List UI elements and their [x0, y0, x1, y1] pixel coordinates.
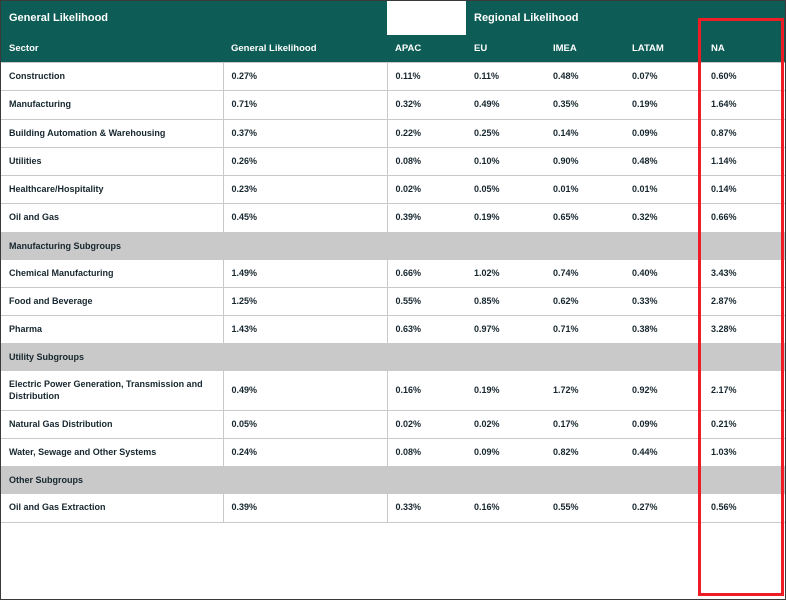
cell-imea: 1.72%: [545, 371, 624, 411]
cell-sector: Chemical Manufacturing: [1, 259, 223, 287]
cell-na: 0.87%: [703, 119, 785, 147]
cell-general-likelihood: 1.25%: [223, 287, 387, 315]
cell-latam: 0.19%: [624, 91, 703, 119]
cell-latam: 0.09%: [624, 119, 703, 147]
cell-na: 0.56%: [703, 494, 785, 522]
cell-latam: 0.44%: [624, 439, 703, 467]
cell-general-likelihood: 0.39%: [223, 494, 387, 522]
cell-imea: 0.90%: [545, 147, 624, 175]
table-subheader-label: Utility Subgroups: [1, 344, 785, 371]
group-header-regional: Regional Likelihood: [466, 1, 785, 35]
cell-latam: 0.48%: [624, 147, 703, 175]
column-header-apac: APAC: [387, 35, 466, 63]
cell-imea: 0.71%: [545, 316, 624, 344]
cell-imea: 0.82%: [545, 439, 624, 467]
cell-eu: 0.85%: [466, 287, 545, 315]
cell-apac: 0.16%: [387, 371, 466, 411]
cell-na: 3.28%: [703, 316, 785, 344]
cell-apac: 0.32%: [387, 91, 466, 119]
cell-general-likelihood: 0.23%: [223, 176, 387, 204]
cell-sector: Healthcare/Hospitality: [1, 176, 223, 204]
cell-sector: Manufacturing: [1, 91, 223, 119]
cell-general-likelihood: 1.43%: [223, 316, 387, 344]
cell-eu: 0.19%: [466, 371, 545, 411]
cell-na: 0.60%: [703, 63, 785, 91]
cell-imea: 0.01%: [545, 176, 624, 204]
cell-na: 0.66%: [703, 204, 785, 232]
cell-latam: 0.33%: [624, 287, 703, 315]
table-row: [1, 91, 785, 119]
table-body: [1, 63, 785, 523]
cell-apac: 0.22%: [387, 119, 466, 147]
cell-latam: 0.40%: [624, 259, 703, 287]
cell-sector: Utilities: [1, 147, 223, 175]
table-row: [1, 204, 785, 232]
cell-imea: 0.48%: [545, 63, 624, 91]
cell-general-likelihood: 0.45%: [223, 204, 387, 232]
cell-eu: 0.09%: [466, 439, 545, 467]
table-row: [1, 259, 785, 287]
table-subheader-row: [1, 467, 785, 494]
cell-general-likelihood: 1.49%: [223, 259, 387, 287]
cell-imea: 0.17%: [545, 410, 624, 438]
cell-na: 1.14%: [703, 147, 785, 175]
table-subheader-label: Other Subgroups: [1, 467, 785, 494]
cell-sector: Oil and Gas Extraction: [1, 494, 223, 522]
cell-na: 1.64%: [703, 91, 785, 119]
cell-eu: 0.11%: [466, 63, 545, 91]
cell-na: 0.21%: [703, 410, 785, 438]
cell-apac: 0.02%: [387, 176, 466, 204]
cell-eu: 0.49%: [466, 91, 545, 119]
cell-general-likelihood: 0.27%: [223, 63, 387, 91]
cell-latam: 0.92%: [624, 371, 703, 411]
cell-sector: Construction: [1, 63, 223, 91]
table-row: [1, 316, 785, 344]
cell-eu: 0.10%: [466, 147, 545, 175]
table-row: [1, 119, 785, 147]
cell-imea: 0.14%: [545, 119, 624, 147]
cell-na: 2.87%: [703, 287, 785, 315]
cell-eu: 0.16%: [466, 494, 545, 522]
cell-apac: 0.63%: [387, 316, 466, 344]
cell-general-likelihood: 0.37%: [223, 119, 387, 147]
cell-na: 2.17%: [703, 371, 785, 411]
cell-na: 0.14%: [703, 176, 785, 204]
cell-na: 3.43%: [703, 259, 785, 287]
cell-sector: Electric Power Generation, Transmission and Distribution: [1, 371, 223, 411]
cell-general-likelihood: 0.49%: [223, 371, 387, 411]
group-header-general: General Likelihood: [1, 1, 387, 35]
table-row: [1, 147, 785, 175]
cell-eu: 0.05%: [466, 176, 545, 204]
table-subheader-label: Manufacturing Subgroups: [1, 232, 785, 259]
column-header-latam: LATAM: [624, 35, 703, 63]
cell-imea: 0.35%: [545, 91, 624, 119]
likelihood-table: [1, 1, 785, 523]
cell-general-likelihood: 0.26%: [223, 147, 387, 175]
cell-sector: Water, Sewage and Other Systems: [1, 439, 223, 467]
table-row: [1, 63, 785, 91]
column-header-general-likelihood: General Likelihood: [223, 35, 387, 63]
cell-imea: 0.74%: [545, 259, 624, 287]
cell-sector: Oil and Gas: [1, 204, 223, 232]
cell-latam: 0.32%: [624, 204, 703, 232]
cell-general-likelihood: 0.71%: [223, 91, 387, 119]
cell-imea: 0.65%: [545, 204, 624, 232]
cell-apac: 0.02%: [387, 410, 466, 438]
group-header-spacer: [387, 1, 466, 35]
table-row: [1, 371, 785, 411]
cell-latam: 0.01%: [624, 176, 703, 204]
cell-apac: 0.66%: [387, 259, 466, 287]
column-header-row: [1, 35, 785, 63]
cell-latam: 0.27%: [624, 494, 703, 522]
table-row: [1, 287, 785, 315]
cell-latam: 0.07%: [624, 63, 703, 91]
column-header-na: NA: [703, 35, 785, 63]
cell-imea: 0.62%: [545, 287, 624, 315]
cell-latam: 0.09%: [624, 410, 703, 438]
group-header-row: [1, 1, 785, 35]
cell-apac: 0.11%: [387, 63, 466, 91]
cell-general-likelihood: 0.05%: [223, 410, 387, 438]
cell-na: 1.03%: [703, 439, 785, 467]
cell-sector: Pharma: [1, 316, 223, 344]
table-row: [1, 176, 785, 204]
cell-general-likelihood: 0.24%: [223, 439, 387, 467]
cell-apac: 0.08%: [387, 439, 466, 467]
cell-sector: Food and Beverage: [1, 287, 223, 315]
table-row: [1, 439, 785, 467]
cell-apac: 0.55%: [387, 287, 466, 315]
column-header-eu: EU: [466, 35, 545, 63]
cell-apac: 0.39%: [387, 204, 466, 232]
cell-eu: 1.02%: [466, 259, 545, 287]
cell-eu: 0.02%: [466, 410, 545, 438]
column-header-sector: Sector: [1, 35, 223, 63]
column-header-imea: IMEA: [545, 35, 624, 63]
cell-sector: Natural Gas Distribution: [1, 410, 223, 438]
cell-eu: 0.25%: [466, 119, 545, 147]
cell-imea: 0.55%: [545, 494, 624, 522]
table-row: [1, 494, 785, 522]
table-subheader-row: [1, 232, 785, 259]
cell-sector: Building Automation & Warehousing: [1, 119, 223, 147]
table-subheader-row: [1, 344, 785, 371]
cell-latam: 0.38%: [624, 316, 703, 344]
table-row: [1, 410, 785, 438]
cell-apac: 0.33%: [387, 494, 466, 522]
cell-apac: 0.08%: [387, 147, 466, 175]
cell-eu: 0.97%: [466, 316, 545, 344]
cell-eu: 0.19%: [466, 204, 545, 232]
